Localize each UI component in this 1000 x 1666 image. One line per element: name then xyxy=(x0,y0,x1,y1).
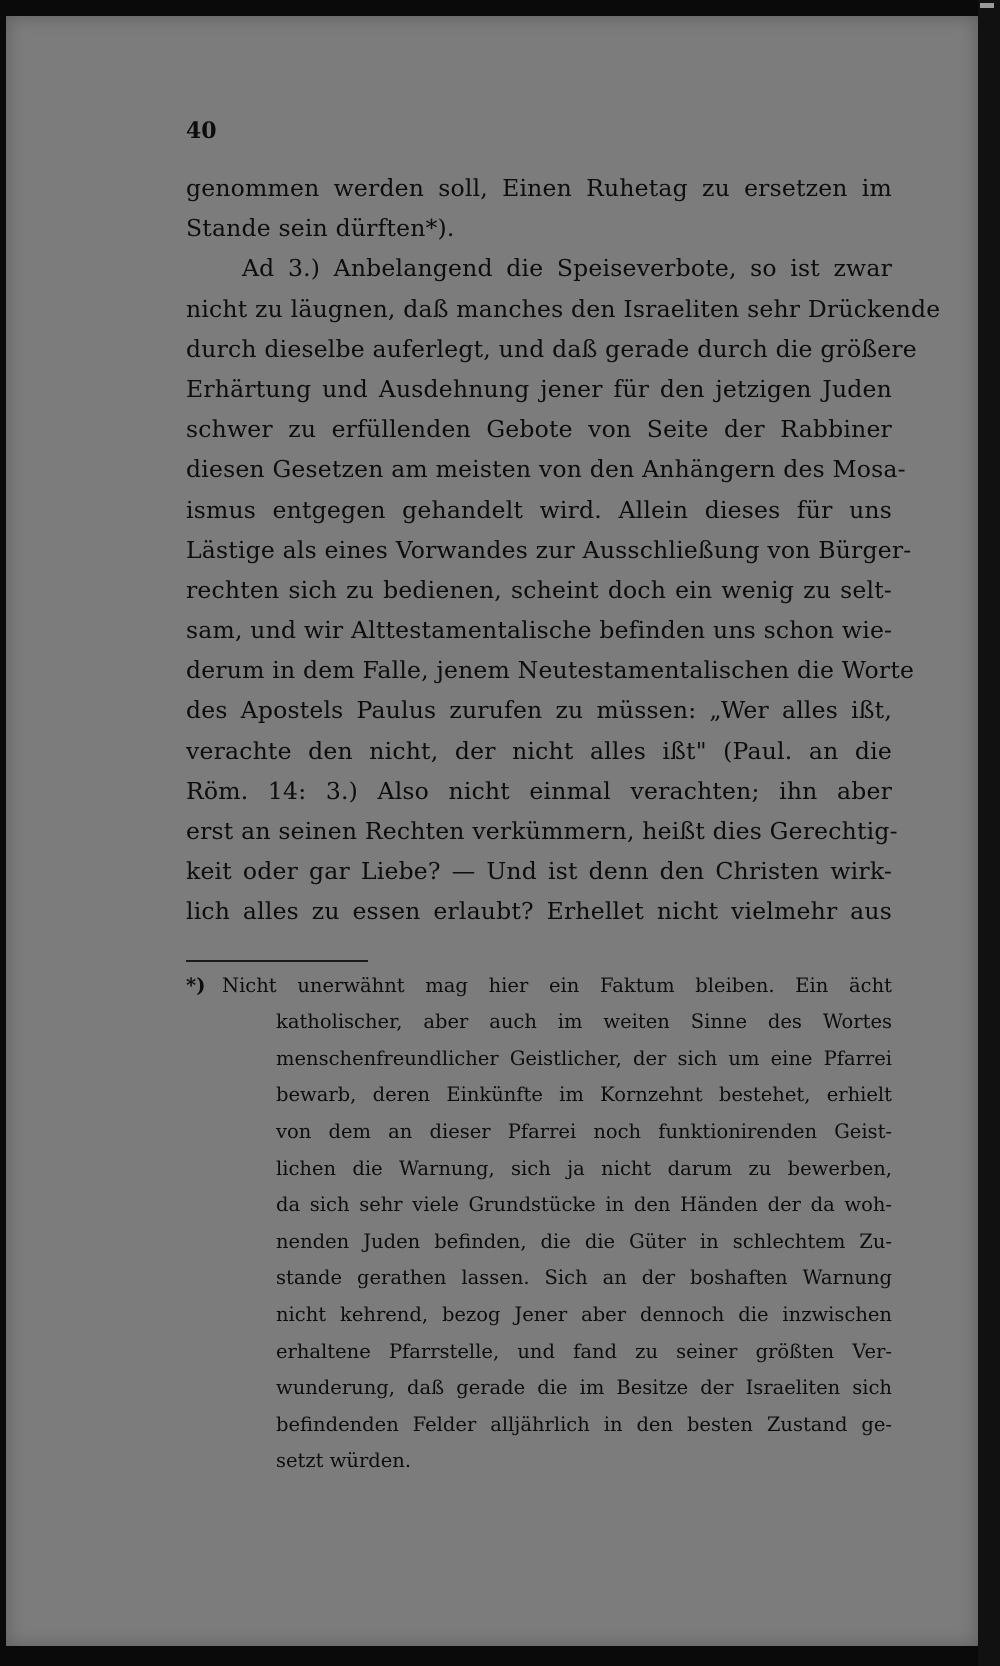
body-line: Ad 3.) Anbelangend die Speiseverbote, so ist zwar xyxy=(242,254,892,283)
footnote-line: nicht kehrend, bezog Jener aber dennoch die inzwischen xyxy=(276,1302,892,1326)
footnote-line: stande gerathen lassen. Sich an der boshaften Warnung xyxy=(276,1266,892,1290)
footnote-line: erhaltene Pfarrstelle, und fand zu seiner größten Ver- xyxy=(276,1339,892,1363)
body-line: sam, und wir Alttestamentalische befinden uns schon wie- xyxy=(186,616,893,645)
body-line: erst an seinen Rechten verkümmern, heißt dies Gerechtig- xyxy=(186,817,898,845)
footnote-line: da sich sehr viele Grundstücke in den Händen der da woh- xyxy=(276,1193,892,1217)
body-line: genommen werden soll, Einen Ruhetag zu ersetzen im xyxy=(186,174,892,202)
body-line: schwer zu erfüllenden Gebote von Seite der Rabbiner xyxy=(186,415,892,444)
body-line: nicht zu läugnen, daß manches den Israeliten sehr Drückende xyxy=(186,294,941,323)
body-line: lich alles zu essen erlaubt? Erhellet nicht vielmehr aus xyxy=(186,897,892,926)
footnote xyxy=(186,968,892,1480)
body-line: durch dieselbe auferlegt, und daß gerade durch die größere xyxy=(186,334,917,363)
footnote-line: befindenden Felder alljährlich in den besten Zustand ge- xyxy=(276,1412,892,1436)
page-text-block xyxy=(186,118,941,1480)
footnote-line: katholischer, aber auch im weiten Sinne des Wortes xyxy=(276,1010,892,1034)
footnote-line: lichen die Warnung, sich ja nicht darum zu bewerben, xyxy=(276,1156,892,1180)
scan-speck xyxy=(980,3,994,8)
body-line: Lästige als eines Vorwandes zur Ausschließung von Bürger- xyxy=(186,535,912,564)
footnote-line: Nicht unerwähnt mag hier ein Faktum bleiben. Ein ächt xyxy=(222,973,892,997)
body-line: Stande sein dürften*). xyxy=(186,214,455,243)
footnote-line: von dem an dieser Pfarrei noch funktionirenden Geist- xyxy=(276,1119,892,1143)
footnote-line: wunderung, daß gerade die im Besitze der Israeliten sich xyxy=(276,1376,892,1400)
body-line: keit oder gar Liebe? — Und ist denn den Christen wirk- xyxy=(186,857,892,886)
body-line: diesen Gesetzen am meisten von den Anhängern des Mosa- xyxy=(186,455,906,484)
body-line: derum in dem Falle, jenem Neutestamentalischen die Worte xyxy=(186,656,915,685)
body-line: Röm. 14: 3.) Also nicht einmal verachten; ihn aber xyxy=(186,776,892,805)
body-line: rechten sich zu bedienen, scheint doch ein wenig zu selt- xyxy=(186,575,892,604)
scan-dark-edge xyxy=(978,0,1000,1666)
footnote-marker: *) xyxy=(186,973,206,997)
body-line: Erhärtung und Ausdehnung jener für den jetzigen Juden xyxy=(186,374,892,403)
body-line: des Apostels Paulus zurufen zu müssen: „Wer alles ißt, xyxy=(186,696,892,725)
body-line: ismus entgegen gehandelt wird. Allein dieses für uns xyxy=(186,495,892,524)
footnote-line: bewarb, deren Einkünfte im Kornzehnt bestehet, erhielt xyxy=(276,1083,892,1107)
footnote-line: menschenfreundlicher Geistlicher, der sich um eine Pfarrei xyxy=(276,1046,892,1070)
page-number: 40 xyxy=(186,118,217,144)
footnote-divider xyxy=(186,960,368,962)
body-line: verachte den nicht, der nicht alles ißt" (Paul. an die xyxy=(186,736,892,765)
footnote-line: setzt würden. xyxy=(276,1449,412,1473)
footnote-line: nenden Juden befinden, die die Güter in schlechtem Zu- xyxy=(276,1229,892,1253)
main-text xyxy=(186,168,941,932)
